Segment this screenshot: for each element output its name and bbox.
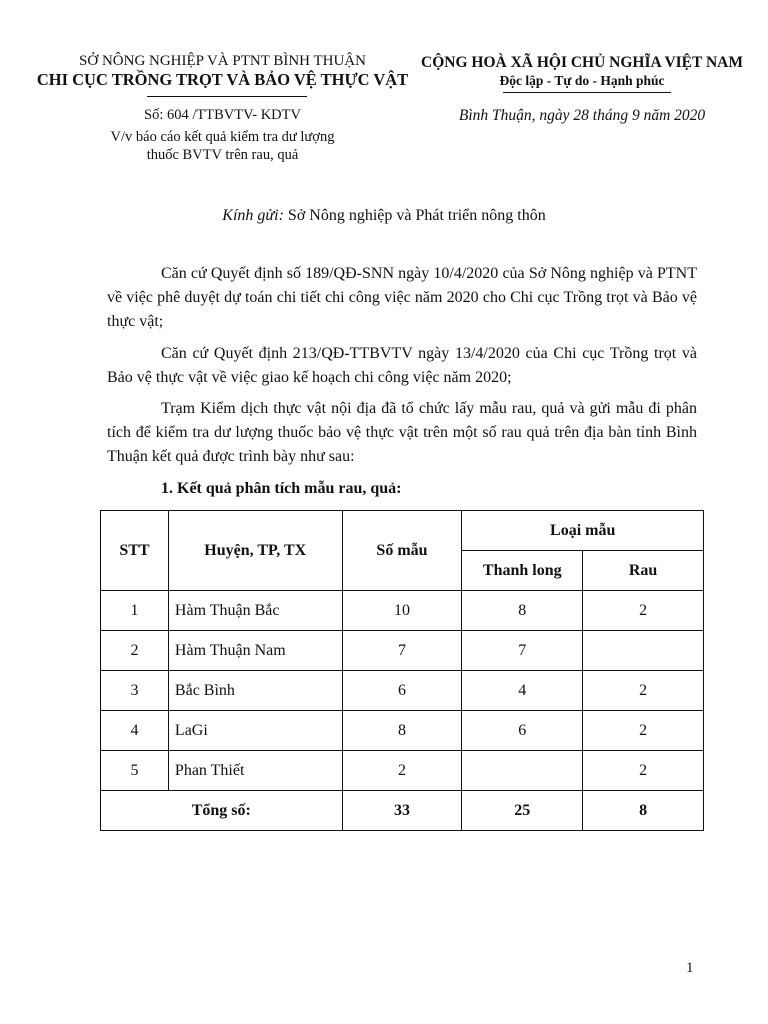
cell-samples: 2 (342, 751, 462, 791)
header-vegetable: Rau (583, 551, 704, 591)
document-subject (30, 128, 415, 164)
table-row (101, 631, 704, 671)
header-sample-type: Loại mẫu (462, 511, 704, 551)
cell-district: Hàm Thuận Bắc (168, 591, 342, 631)
paragraph-basis-2: Căn cứ Quyết định 213/QĐ-TTBVTV ngày 13/4/2020 của Chi cục Trồng trọt và Bảo vệ thực vật về việc giao kế hoạch chi công việc năm 2020; (107, 345, 697, 386)
national-header (412, 54, 752, 90)
table-row (101, 591, 704, 631)
recipient-name: Sở Nông nghiệp và Phát triển nông thôn (287, 207, 546, 224)
results-table (100, 510, 704, 831)
cell-vegetable (583, 631, 704, 671)
page-number: 1 (686, 960, 694, 976)
cell-dragon-fruit: 4 (462, 671, 583, 711)
cell-stt: 4 (101, 711, 169, 751)
total-row (101, 791, 704, 831)
cell-vegetable: 2 (583, 711, 704, 751)
header-dragon-fruit: Thanh long (462, 551, 583, 591)
cell-vegetable: 2 (583, 671, 704, 711)
document-number: Số: 604 /TTBVTV- KDTV (144, 107, 301, 123)
cell-district: LaGi (168, 711, 342, 751)
motto-underline (503, 92, 671, 93)
cell-vegetable: 2 (583, 751, 704, 791)
cell-samples: 10 (342, 591, 462, 631)
header-stt: STT (101, 511, 169, 591)
agency-name: CHI CỤC TRỒNG TRỌT VÀ BẢO VỆ THỰC VẬT (36, 70, 409, 89)
cell-dragon-fruit: 7 (462, 631, 583, 671)
cell-district: Phan Thiết (168, 751, 342, 791)
total-vegetable: 8 (583, 791, 704, 831)
cell-samples: 6 (342, 671, 462, 711)
header-samples: Số mẫu (342, 511, 462, 591)
place-date: Bình Thuận, ngày 28 tháng 9 năm 2020 (458, 107, 706, 124)
cell-stt: 2 (101, 631, 169, 671)
table-row (101, 711, 704, 751)
nation-motto: Độc lập - Tự do - Hạnh phúc (499, 73, 665, 88)
cell-vegetable: 2 (583, 591, 704, 631)
total-dragon-fruit: 25 (462, 791, 583, 831)
cell-stt: 3 (101, 671, 169, 711)
subject-line-2: thuốc BVTV trên rau, quả (146, 147, 299, 163)
cell-dragon-fruit: 6 (462, 711, 583, 751)
cell-district: Hàm Thuận Nam (168, 631, 342, 671)
department-name: SỞ NÔNG NGHIỆP VÀ PTNT BÌNH THUẬN (79, 53, 366, 69)
cell-samples: 8 (342, 711, 462, 751)
cell-samples: 7 (342, 631, 462, 671)
agency-underline (147, 96, 307, 97)
issuing-agency (30, 52, 415, 90)
cell-dragon-fruit (462, 751, 583, 791)
section-title: 1. Kết quả phân tích mẫu rau, quả: (161, 480, 402, 497)
cell-stt: 5 (101, 751, 169, 791)
paragraph-basis-1: Căn cứ Quyết định số 189/QĐ-SNN ngày 10/4/2020 của Sở Nông nghiệp và PTNT về việc phê duyệt dự toán chi tiết chi công việc năm 2020 cho Chi cục Trồng trọt và Bảo vệ thực vật; (107, 265, 697, 330)
table-row (101, 751, 704, 791)
total-samples: 33 (342, 791, 462, 831)
header-district: Huyện, TP, TX (168, 511, 342, 591)
subject-line-1: V/v báo cáo kết quả kiểm tra dư lượng (110, 129, 335, 145)
cell-stt: 1 (101, 591, 169, 631)
paragraph-intro: Trạm Kiểm dịch thực vật nội địa đã tổ chức lấy mẫu rau, quả và gửi mẫu đi phân tích để kiểm tra dư lượng thuốc bảo vệ thực vật trên một số rau quả trên địa bàn tỉnh Bình Thuận kết quả được trình bày như sau: (107, 400, 697, 465)
nation-title: CỘNG HOÀ XÃ HỘI CHỦ NGHĨA VIỆT NAM (421, 54, 743, 71)
total-label: Tổng số: (101, 791, 343, 831)
cell-dragon-fruit: 8 (462, 591, 583, 631)
recipient-prefix: Kính gửi: (222, 207, 284, 224)
cell-district: Bắc Bình (168, 671, 342, 711)
table-row (101, 671, 704, 711)
recipient-line (0, 206, 768, 226)
